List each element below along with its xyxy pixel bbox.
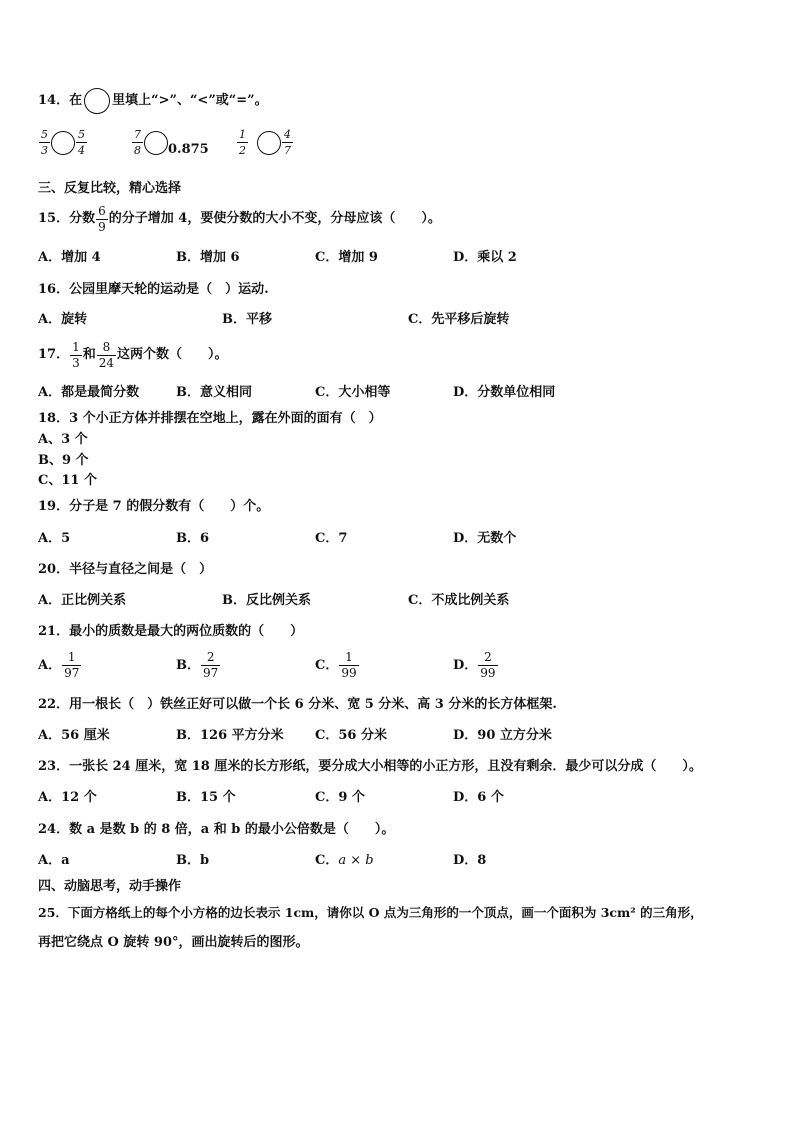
- q18-stem: 18．3 个小正方体并排摆在空地上，露在外面的面有（ ）: [38, 411, 382, 426]
- q22-option-b[interactable]: B．126 平方分米: [176, 728, 284, 743]
- fraction: $\frac{2}{99}$: [480, 650, 496, 680]
- q15-option-d[interactable]: D．乘以 2: [453, 250, 517, 265]
- fraction: $\frac{4}{7}$: [284, 128, 291, 157]
- q18-option-a[interactable]: A、3 个: [38, 432, 88, 447]
- q19-option-d[interactable]: D．无数个: [453, 531, 517, 546]
- q15-option-a[interactable]: A．增加 4: [38, 250, 101, 265]
- math-expression: a × b: [338, 853, 374, 868]
- q19-option-b[interactable]: B．6: [176, 531, 210, 546]
- q22-stem: 22．用一根长（ ）铁丝正好可以做一个长 6 分米、宽 5 分米、高 3 分米的长方体框架.: [38, 697, 557, 712]
- q18-option-b[interactable]: B、9 个: [38, 453, 89, 468]
- q23-option-a[interactable]: A．12 个: [38, 790, 97, 805]
- fraction: $\frac{5}{4}$: [78, 128, 85, 157]
- answer-circle[interactable]: [144, 131, 168, 155]
- decimal-value: 0.875: [168, 142, 209, 157]
- q15-stem: 15． 分数 $\frac{6}{9}$ 的分子增加 4，要使分数的大小不变，分母应该（ ）。: [38, 203, 441, 234]
- q14-text-a: 在: [69, 93, 83, 108]
- q14-compare-3: [236, 128, 294, 157]
- q23-option-d[interactable]: D．6 个: [453, 790, 504, 805]
- q16-option-a[interactable]: A．旋转: [38, 312, 88, 327]
- q15-option-b[interactable]: B．增加 6: [176, 250, 240, 265]
- section-heading: 四、动脑思考，动手操作: [38, 879, 182, 894]
- q17-stem: 17． $\frac{1}{3}$ 和 $\frac{8}{24}$ 这两个数（ ）。: [38, 339, 228, 370]
- answer-circle[interactable]: [51, 131, 75, 155]
- q21-option-b[interactable]: B． $\frac{2}{97}$: [176, 650, 219, 680]
- q20-stem: 20．半径与直径之间是（ ）: [38, 562, 213, 577]
- fraction: $\frac{7}{8}$: [134, 128, 141, 157]
- q14-stem: [38, 88, 268, 114]
- q24-option-a[interactable]: A．a: [38, 853, 70, 868]
- q14-text-b: 里填上“>”、“<”或“=”。: [112, 93, 268, 108]
- q19-stem: 19．分子是 7 的假分数有（ ）个。: [38, 499, 270, 514]
- fraction: $\frac{8}{24}$: [98, 339, 115, 370]
- fraction: $\frac{2}{97}$: [203, 650, 219, 680]
- fraction: $\frac{1}{2}$: [239, 128, 246, 157]
- q15-option-c[interactable]: C．增加 9: [315, 250, 378, 265]
- q24-option-b[interactable]: B．b: [176, 853, 210, 868]
- q23-stem: 23．一张长 24 厘米，宽 18 厘米的长方形纸，要分成大小相等的小正方形，且没有剩余．最少可以分成（ ）。: [38, 759, 702, 774]
- q18-option-c[interactable]: C、11 个: [38, 473, 97, 488]
- q19-option-a[interactable]: A．5: [38, 531, 71, 546]
- q23-option-c[interactable]: C．9 个: [315, 790, 365, 805]
- q16-stem: 16．公园里摩天轮的运动是（ ）运动.: [38, 282, 269, 297]
- q20-option-c[interactable]: C．不成比例关系: [408, 593, 510, 608]
- fraction: $\frac{5}{3}$: [41, 128, 48, 157]
- q16-option-b[interactable]: B．平移: [222, 312, 272, 327]
- q21-stem: 21．最小的质数是最大的两位质数的（ ）: [38, 624, 304, 639]
- q21-option-c[interactable]: C． $\frac{1}{99}$: [315, 650, 357, 680]
- blank-circle-icon: [84, 88, 110, 114]
- q23-option-b[interactable]: B．15 个: [176, 790, 236, 805]
- answer-circle[interactable]: [257, 131, 281, 155]
- q22-option-a[interactable]: A．56 厘米: [38, 728, 110, 743]
- q22-option-c[interactable]: C．56 分米: [315, 728, 387, 743]
- q21-option-a[interactable]: A． $\frac{1}{97}$: [38, 650, 80, 680]
- fraction: $\frac{6}{9}$: [98, 203, 106, 234]
- section-heading: 三、反复比较，精心选择: [38, 181, 182, 196]
- q22-option-d[interactable]: D．90 立方分米: [453, 728, 552, 743]
- q24-stem: 24．数 a 是数 b 的 8 倍，a 和 b 的最小公倍数是（ ）。: [38, 822, 395, 837]
- q24-option-c[interactable]: C．a × b: [315, 853, 374, 868]
- q20-option-b[interactable]: B．反比例关系: [222, 593, 311, 608]
- q17-option-d[interactable]: D．分数单位相同: [453, 385, 556, 400]
- q14-number: 14．: [38, 93, 70, 108]
- q25-line-2: 再把它绕点 O 旋转 90°，画出旋转后的图形。: [38, 935, 309, 950]
- q19-option-c[interactable]: C．7: [315, 531, 348, 546]
- q24-option-d[interactable]: D．8: [453, 853, 487, 868]
- q20-option-a[interactable]: A．正比例关系: [38, 593, 127, 608]
- q17-option-a[interactable]: A．都是最简分数: [38, 385, 140, 400]
- q21-option-d[interactable]: D． $\frac{2}{99}$: [453, 650, 496, 680]
- q17-option-b[interactable]: B．意义相同: [176, 385, 252, 400]
- q14-compare-2: [131, 128, 209, 157]
- q16-option-c[interactable]: C．先平移后旋转: [408, 312, 510, 327]
- q17-option-c[interactable]: C．大小相等: [315, 385, 391, 400]
- q14-compare-1: [38, 128, 88, 157]
- fraction: $\frac{1}{99}$: [341, 650, 357, 680]
- fraction: $\frac{1}{97}$: [64, 650, 80, 680]
- fraction: $\frac{1}{3}$: [72, 339, 80, 370]
- q25-line-1: 25．下面方格纸上的每个小方格的边长表示 1cm，请你以 O 点为三角形的一个顶点，画一个面积为 3cm² 的三角形，: [38, 905, 703, 920]
